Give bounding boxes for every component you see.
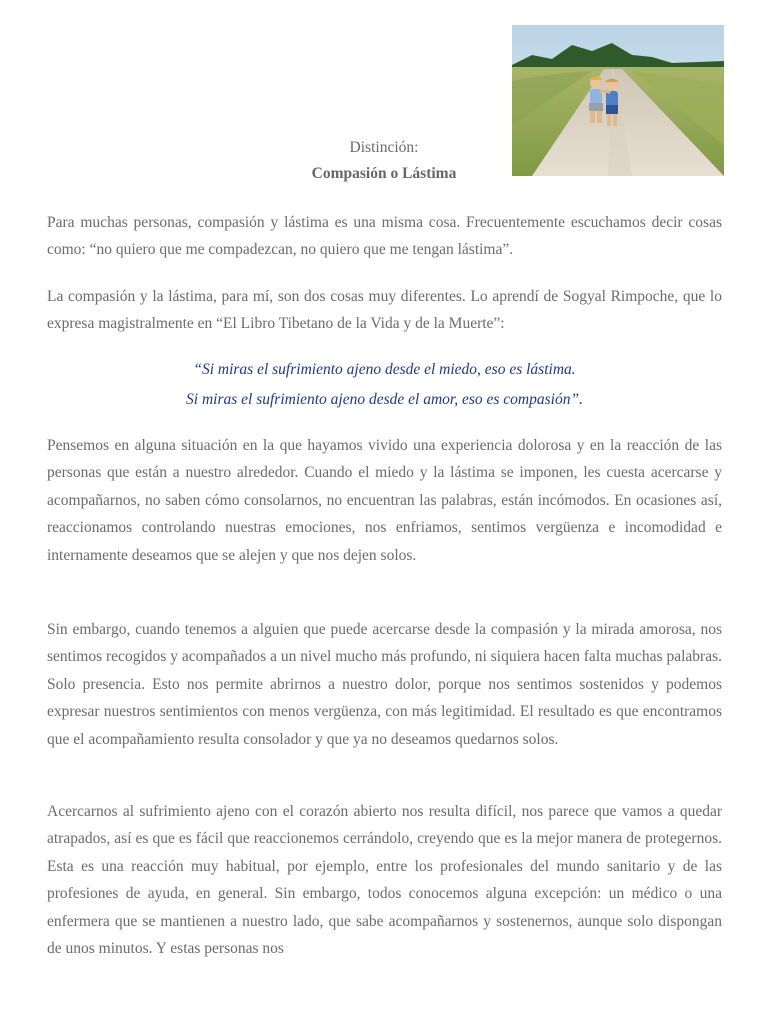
paragraph-4: Sin embargo, cuando tenemos a alguien que puede acercarse desde la compasión y la mirada amorosa, nos sentimos recogidos y acompañados a un nivel mucho más profundo, ni siquiera hacen falta muchas palabras. Solo presencia. Esto nos permite abrirnos a nuestro dolor, porque nos sentimos sostenidos y podemos expresar nuestros sentimientos con menos vergüenza, con más legitimidad. El resultado es que encontramos que el acompañamiento resulta consolador y que ya no deseamos quedarnos solos.	[47, 621, 722, 748]
document-subtitle: Distinción:	[349, 139, 419, 156]
document-title: Compasión o Lástima	[311, 165, 457, 182]
paragraph-5: Acercarnos al sufrimiento ajeno con el corazón abierto nos resulta difícil, nos parece que vamos a quedar atrapados, así es que es fácil que reaccionemos cerrándolo, creyendo que es la mejor manera de protegernos. Esta es una reacción muy habitual, por ejemplo, entre los profesionales del mundo sanitario y de las profesiones de ayuda, en general. Sin embargo, todos conocemos alguna excepción: un médico o una enfermera que se mantienen a nuestro lado, que sabe acompañarnos y sostenernos, aunque solo dispongan de unos minutos. Y estas personas nos	[47, 803, 722, 958]
paragraph-2: La compasión y la lástima, para mí, son dos cosas muy diferentes. Lo aprendí de Sogyal Rimpoche, que lo expresa magistralmente en “El Libro Tibetano de la Vida y de la Muerte”:	[47, 288, 722, 333]
photo-illustration	[512, 25, 724, 176]
paragraph-1: Para muchas personas, compasión y lástima es una misma cosa. Frecuentemente escuchamos decir cosas como: “no quiero que me compadezcan, no quiero que me tengan lástima”.	[47, 214, 722, 259]
paragraph-3: Pensemos en alguna situación en la que hayamos vivido una experiencia dolorosa y en la reacción de las personas que están a nuestro alrededor. Cuando el miedo y la lástima se imponen, les cuesta acercarse y acompañarnos, no saben cómo consolarnos, no encuentran las palabras, están incómodos. En ocasiones así, reaccionamos controlando nuestras emociones, nos enfriamos, sentimos vergüenza e incomodidad e internamente deseamos que se alejen y que nos dejen solos.	[47, 437, 722, 564]
quote-block	[47, 355, 722, 415]
quote-line-1: “Si miras el sufrimiento ajeno desde el miedo, eso es lástima.	[193, 361, 576, 378]
photo-two-children-on-road	[512, 25, 724, 176]
quote-line-2: Si miras el sufrimiento ajeno desde el amor, eso es compasión”.	[186, 391, 583, 408]
